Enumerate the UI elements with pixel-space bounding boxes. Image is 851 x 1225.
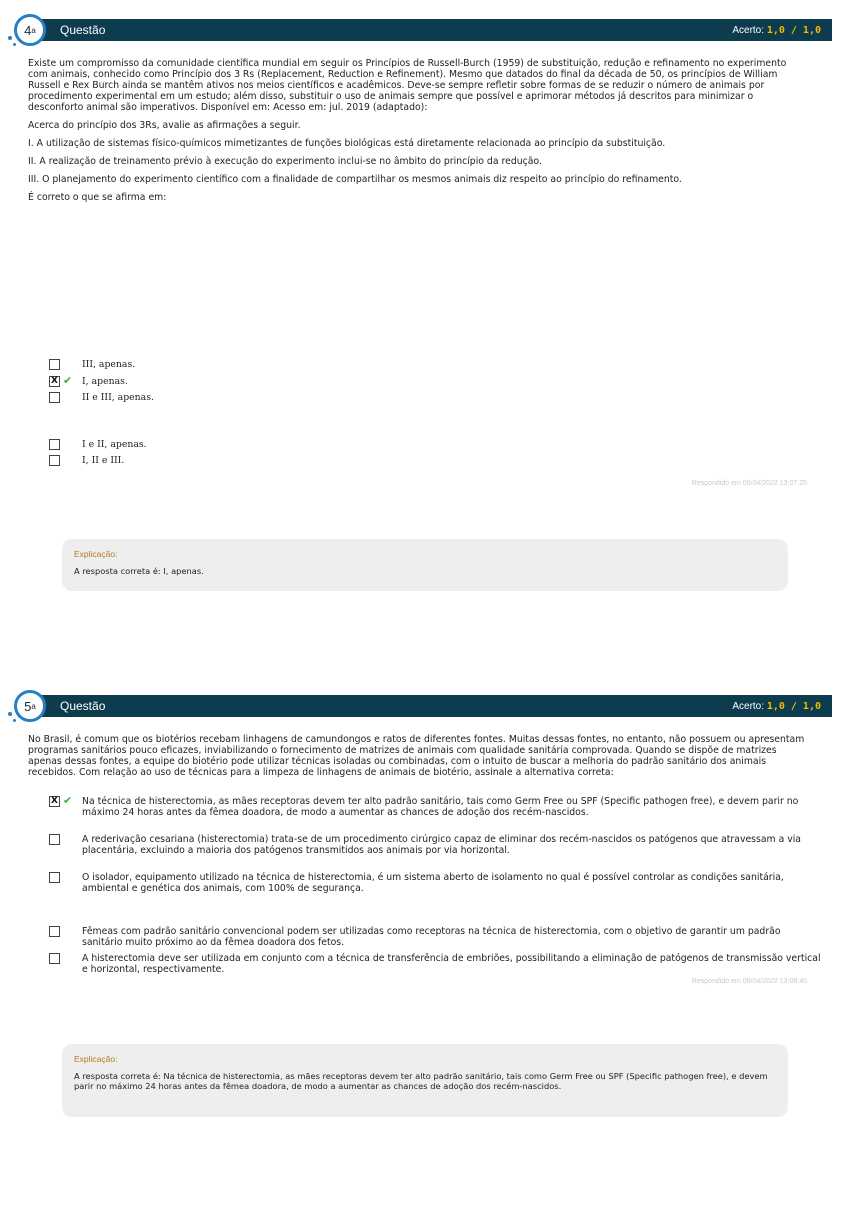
correct-check-icon: ✔ <box>63 374 73 387</box>
question-ordinal: a <box>31 25 36 35</box>
option-label: II e III, apenas. <box>82 392 154 403</box>
option-label: III, apenas. <box>82 359 136 370</box>
explanation-title: Explicação: <box>74 549 118 559</box>
option-label: Fêmeas com padrão sanitário convencional podem ser utilizadas como receptoras na técnica de histerectomia, com o objetivo de garantir um padrão sanitário muito próximo ao da fêmea doadora dos fetos. <box>82 926 781 948</box>
explanation-box <box>62 539 788 591</box>
statement-paragraph: III. O planejamento do experimento científico com a finalidade de compartilhar os mesmos animais diz respeito ao princípio do refinamento. <box>28 174 682 185</box>
statement-paragraph: I. A utilização de sistemas físico-químicos mimetizantes de funções biológicas está diretamente relacionada ao princípio da substituição. <box>28 138 666 149</box>
option-label: I e II, apenas. <box>82 439 147 450</box>
question-title: Questão <box>60 23 106 37</box>
answered-timestamp: Respondido em 05/04/2022 13:09:40 <box>691 978 807 985</box>
question-number-badge <box>14 690 46 722</box>
decoration-dot <box>8 36 12 40</box>
question-number: 4 <box>24 22 32 38</box>
decoration-dot <box>13 43 16 46</box>
statement-paragraph: Existe um compromisso da comunidade científica mundial em seguir os Princípios de Russell-Burch (1959) de substituição, redução e refinamento no experimento com animais, conhecido como Princípio dos 3 Rs (Replacement, Reduction e Refinement). Mesmo que datados do final da década de 50, os princípios de William Russell e Rex Burch ainda se mantêm ativos nos meios científicos e acadêmicos. Deve-se sempre refletir sobre formas de se reduzir o número de animais por procedimento experimental em um estudo; além disso, substituir o uso de animais sempre que possível e aprimorar métodos já descritos para minimizar o desconforto animal são imperativos. Disponível em: Acesso em: jul. 2019 (adaptado): <box>28 58 787 113</box>
explanation-text: A resposta correta é: I, apenas. <box>74 566 204 576</box>
option-label: Na técnica de histerectomia, as mães receptoras devem ter alto padrão sanitário, tais como Germ Free ou SPF (Specific pathogen free), e devem parir no máximo 24 horas antes da fêmea doadora, de modo a aumentar as chances de adoção dos recém-nascidos. <box>82 796 799 818</box>
score-value: 1,0 / 1,0 <box>766 25 821 36</box>
option-label: O isolador, equipamento utilizado na técnica de histerectomia, é um sistema aberto de isolamento no qual é possível controlar as condições sanitária, ambiental e genética dos animais, com 100% de segurança. <box>82 872 784 894</box>
explanation-text: A resposta correta é: Na técnica de histerectomia, as mães receptoras devem ter alto padrão sanitário, tais como Germ Free ou SPF (Specific pathogen free), e devem parir no máximo 24 horas antes da fêmea doadora, de modo a aumentar as chances de adoção dos recém-nascidos. <box>74 1071 768 1091</box>
option-label: A histerectomia deve ser utilizada em conjunto com a técnica de transferência de embriões, possibilitando a eliminação de patógenos de transmissão vertical e horizontal, respectivamente. <box>82 953 821 975</box>
question-title: Questão <box>60 699 106 713</box>
question-score <box>732 701 821 712</box>
question-header-bar <box>18 695 832 717</box>
statement-paragraph: Acerca do princípio dos 3Rs, avalie as afirmações a seguir. <box>28 120 301 131</box>
option-checkbox[interactable] <box>49 359 60 370</box>
option-checkbox[interactable] <box>49 953 60 964</box>
option-checkbox-checked[interactable]: X <box>49 796 60 807</box>
option-label: I, apenas. <box>82 376 128 387</box>
question-header <box>0 676 851 718</box>
decoration-dot <box>8 712 12 716</box>
question-4 <box>0 0 851 576</box>
question-number-badge <box>14 14 46 46</box>
question-header-bar <box>18 19 832 41</box>
option-checkbox[interactable] <box>49 392 60 403</box>
question-statement <box>28 734 808 785</box>
question-ordinal: a <box>31 701 36 711</box>
statement-paragraph: É correto o que se afirma em: <box>28 192 167 203</box>
explanation-box <box>62 1044 788 1117</box>
correct-check-icon: ✔ <box>63 794 73 807</box>
statement-paragraph: No Brasil, é comum que os biotérios recebam linhagens de camundongos e ratos de diferentes fontes. Muitas dessas fontes, no entanto, não possuem ou apresentam programas sanitários pouco eficazes, inviabilizando o fornecimento de matrizes de animais com qualidade sanitária comprovada. Quando se dispõe de matrizes apenas dessas fontes, a equipe do biotério pode utilizar técnicas isoladas ou combinadas, com o intuito de buscar a melhoria do padrão sanitário dos animais recebidos. Com relação ao uso de técnicas para a limpeza de linhagens de animais de biotério, assinale a alternativa correta: <box>28 734 805 778</box>
score-label: Acerto: <box>732 25 765 36</box>
question-5 <box>0 676 851 1091</box>
question-number: 5 <box>24 698 32 714</box>
decoration-dot <box>13 719 16 722</box>
option-checkbox[interactable] <box>49 439 60 450</box>
option-checkbox[interactable] <box>49 926 60 937</box>
answered-timestamp: Respondido em 05/04/2022 13:07:25 <box>691 480 807 487</box>
option-checkbox[interactable] <box>49 834 60 845</box>
statement-paragraph: II. A realização de treinamento prévio à execução do experimento inclui-se no âmbito do princípio da redução. <box>28 156 542 167</box>
option-checkbox-checked[interactable]: X <box>49 376 60 387</box>
question-header <box>0 0 851 42</box>
score-label: Acerto: <box>732 701 765 712</box>
option-label: A rederivação cesariana (histerectomia) trata-se de um procedimento cirúrgico capaz de eliminar dos recém-nascidos os patógenos que atravessam a via placentária, excluindo a maioria dos patógenos transmitidos aos animais por via horizontal. <box>82 834 802 856</box>
question-score <box>732 25 821 36</box>
explanation-title: Explicação: <box>74 1054 118 1064</box>
score-value: 1,0 / 1,0 <box>766 701 821 712</box>
question-statement <box>28 58 808 210</box>
option-label: I, II e III. <box>82 455 125 466</box>
option-checkbox[interactable] <box>49 455 60 466</box>
option-checkbox[interactable] <box>49 872 60 883</box>
